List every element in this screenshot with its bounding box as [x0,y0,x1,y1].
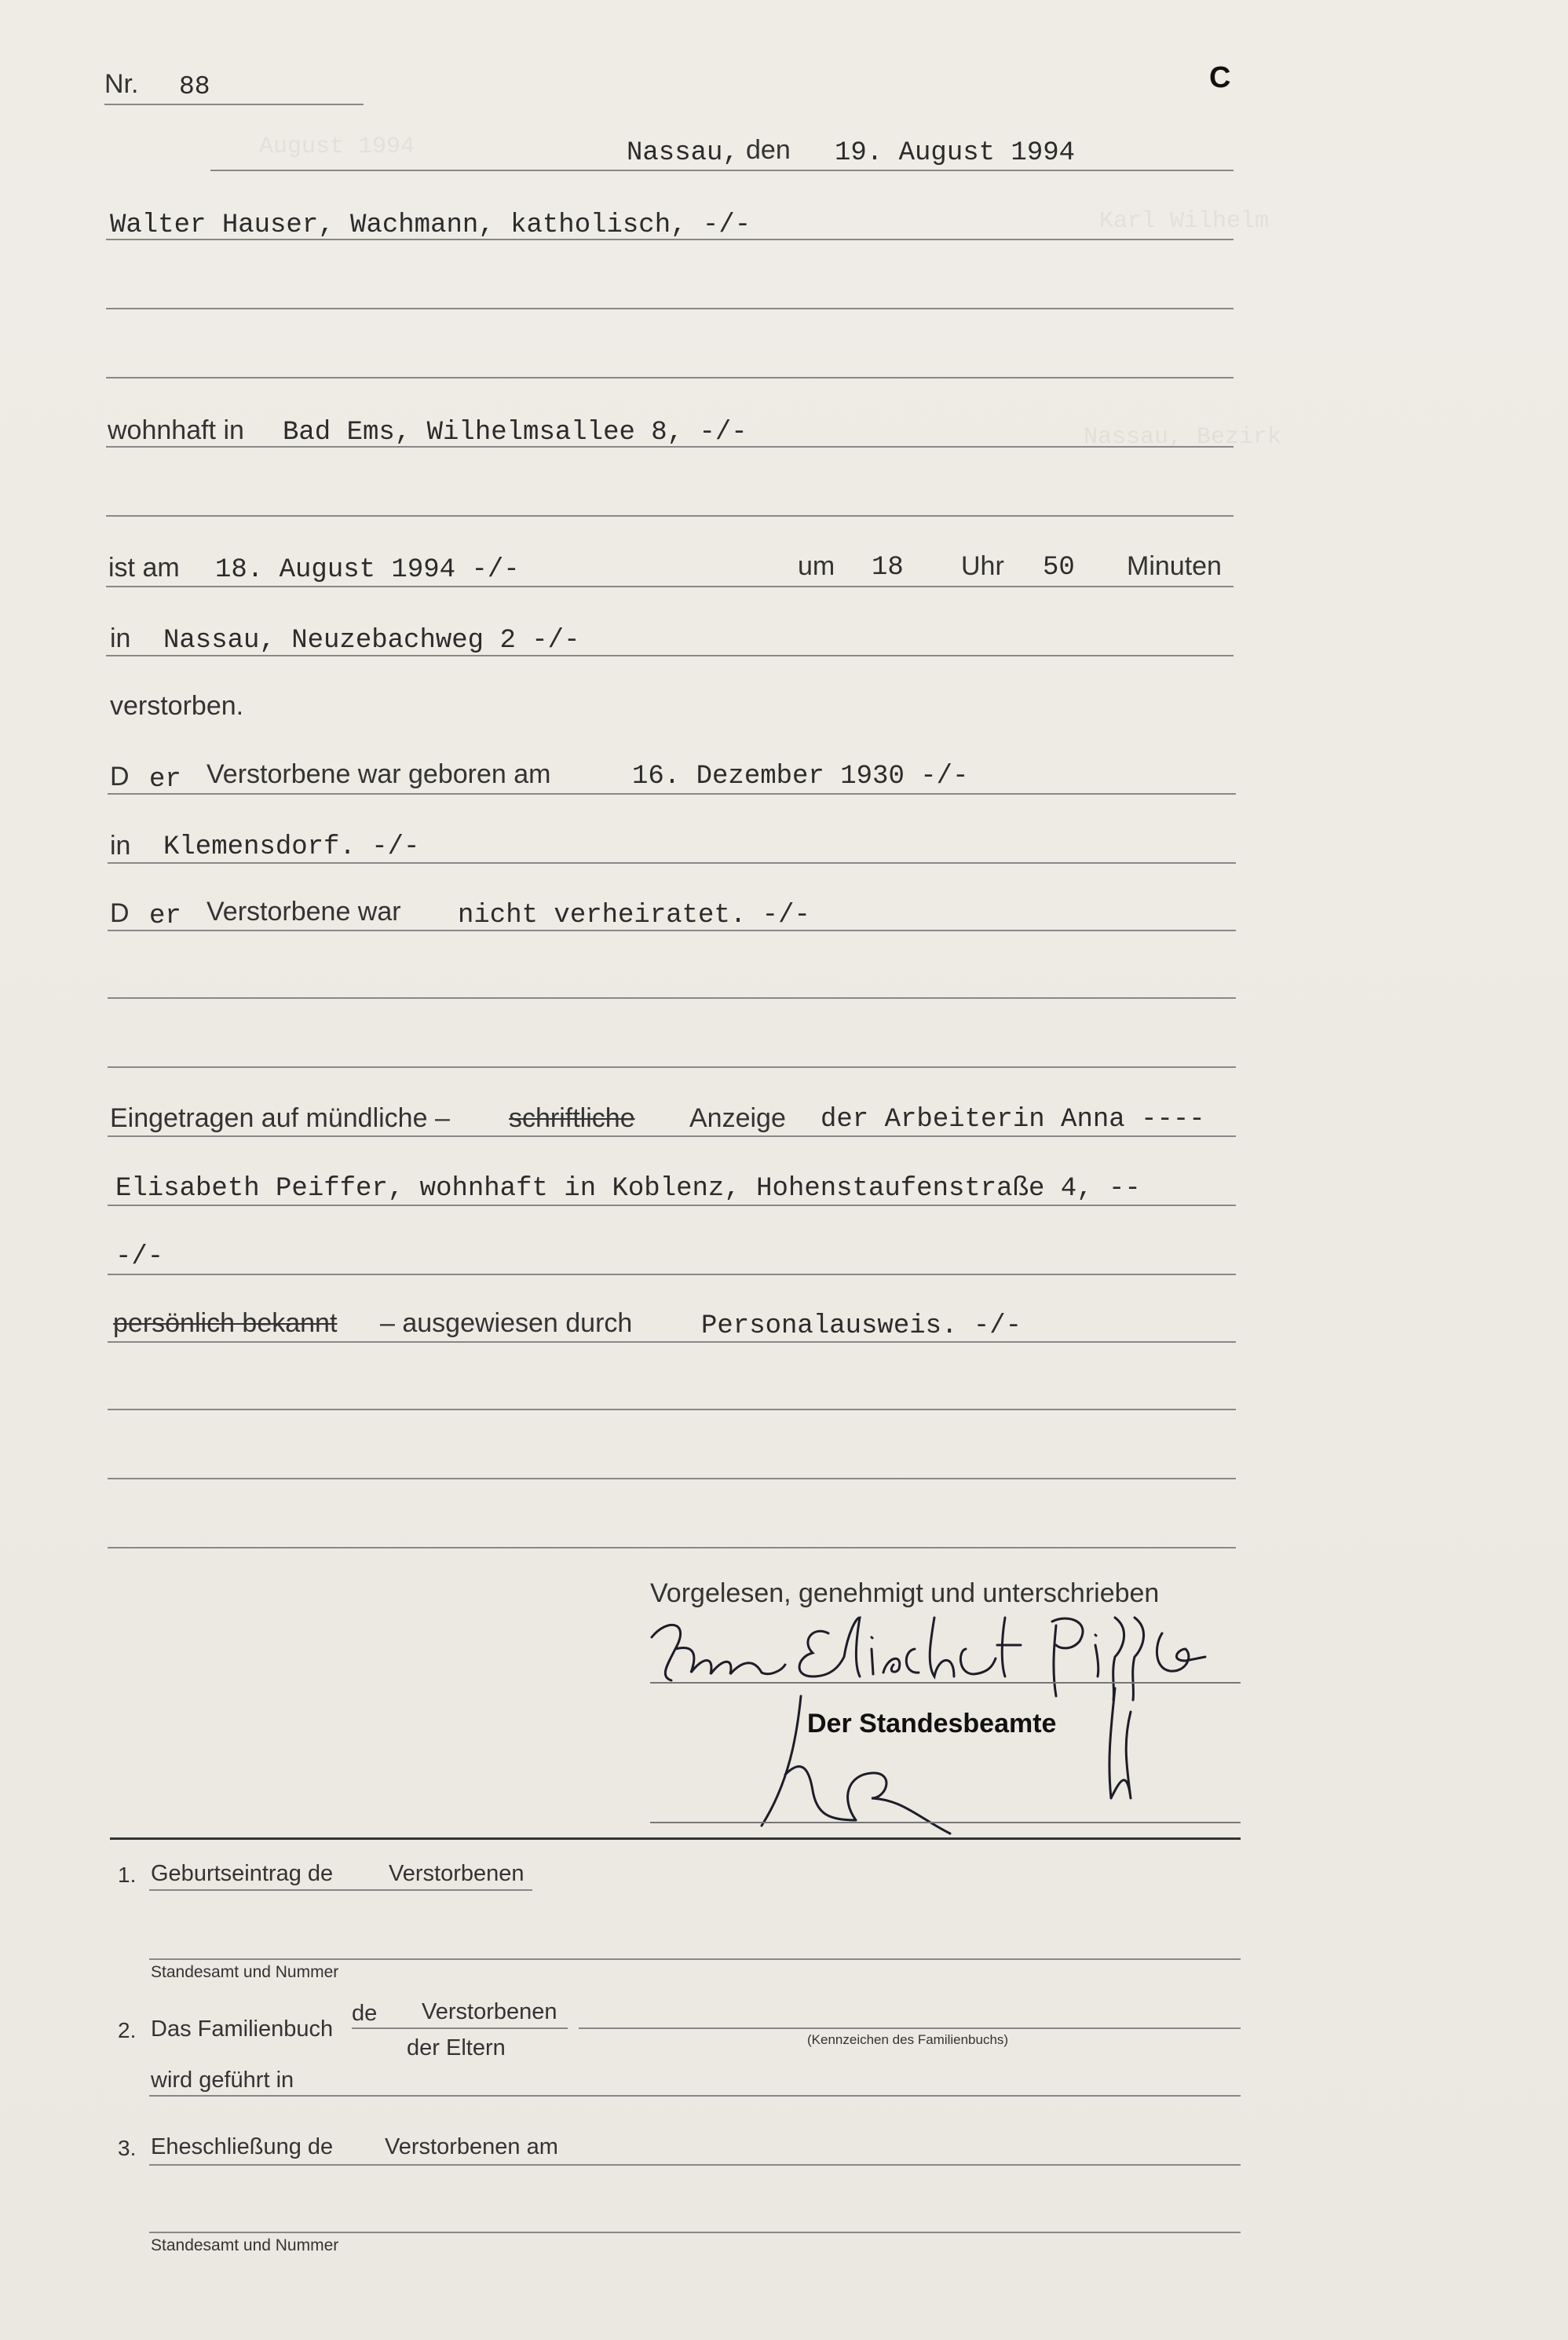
birth-label: Verstorbene war geboren am [207,759,551,789]
line [106,239,1234,240]
line [108,1547,1236,1548]
show-through-text: August 1994 [259,133,415,160]
line [108,1066,1236,1068]
wohnhaft-label: wohnhaft in [108,415,244,445]
line [149,1889,532,1891]
note-3-number: 3. [118,2136,137,2160]
line [108,1409,1236,1410]
line [108,930,1236,931]
line [579,2027,1241,2029]
record-date: 19. August 1994 [835,138,1076,168]
standesamt-nummer-caption: Standesamt und Nummer [151,2236,339,2254]
struck-schriftliche: schriftliche [509,1103,635,1133]
geburtseintrag-fill: Verstorbenen [389,1861,524,1886]
death-place: Nassau, Neuzebachweg 2 -/- [163,626,580,656]
official-signature [754,1680,1146,1837]
note-1-number: 1. [118,1863,137,1887]
eingetragen-label: Eingetragen auf mündliche – [110,1103,450,1133]
line [352,2027,568,2029]
familienbuch-label: Das Familienbuch [151,2016,334,2042]
id-document: Personalausweis. -/- [701,1311,1022,1341]
geburtseintrag-label: Geburtseintrag de [151,1861,334,1886]
standesamt-nummer-caption: Standesamt und Nummer [151,1963,339,1981]
line [108,1205,1236,1206]
line [108,1341,1236,1343]
nr-underline [104,104,364,105]
verstorben-label: verstorben. [110,691,244,721]
d-label: D [110,898,130,928]
um-label: um [798,551,835,581]
eheschliessung-label: Eheschließung de [151,2134,334,2159]
death-date: 18. August 1994 -/- [215,555,520,585]
line [108,1478,1236,1479]
eheschliessung-fill: Verstorbenen am [385,2134,558,2159]
nr-label: Nr. [104,69,139,99]
line [106,308,1234,309]
line [108,1274,1236,1275]
place-value: Nassau, [627,138,739,168]
deceased-name-line: Walter Hauser, Wachmann, katholisch, -/- [110,210,751,240]
er-fill: er [149,901,181,931]
death-hour: 18 [872,553,904,583]
line [106,655,1234,656]
line [108,862,1236,864]
nr-value: 88 [179,72,210,101]
corner-letter: C [1209,61,1231,94]
uhr-label: Uhr [961,551,1004,581]
minuten-label: Minuten [1127,551,1222,581]
d-label: D [110,762,130,792]
official-title: Der Standesbeamte [807,1709,1057,1739]
familienbuch-fill: Verstorbenen [422,1999,557,2024]
line [108,1135,1236,1137]
ausgewiesen-label: – ausgewiesen durch [380,1308,633,1338]
show-through-text: Karl Wilhelm [1099,208,1270,235]
gefuehrt-label: wird geführt in [151,2068,294,2093]
er-fill: er [149,765,181,795]
informant-line-2: Elisabeth Peiffer, wohnhaft in Koblenz, Hohenstaufenstraße 4, -- [115,1174,1141,1204]
eltern-label: der Eltern [407,2035,506,2060]
ist-am-label: ist am [108,553,180,583]
deceased-address: Bad Ems, Wilhelmsallee 8, -/- [283,418,747,448]
in-label: in [110,831,131,861]
birth-place: Klemensdorf. -/- [163,832,420,862]
in-label: in [110,623,131,653]
anzeige-label: Anzeige [689,1103,786,1133]
informant-line-1: der Arbeiterin Anna ---- [821,1105,1205,1135]
de-label: de [352,2001,378,2026]
kennzeichen-caption: (Kennzeichen des Familienbuchs) [807,2032,1009,2047]
note-2-number: 2. [118,2018,137,2042]
death-minutes: 50 [1043,553,1075,583]
show-through-text: Nassau, Bezirk [1084,424,1282,451]
marital-status: nicht verheiratet. -/- [458,901,810,931]
birth-date: 16. Dezember 1930 -/- [632,762,969,792]
marital-label: Verstorbene war [207,897,401,927]
read-approved-signed: Vorgelesen, genehmigt und unterschrieben [650,1578,1160,1608]
line [108,997,1236,999]
line [149,2095,1241,2097]
line [106,586,1234,587]
official-signature-line [650,1822,1241,1823]
line [106,446,1234,448]
line [149,2164,1241,2166]
section-divider [110,1837,1241,1840]
den-label: den [746,135,791,165]
informant-line-3: -/- [115,1242,164,1272]
struck-persoenlich-bekannt: persönlich bekannt [113,1308,338,1338]
line [149,1958,1241,1960]
line [106,377,1234,378]
line [108,793,1236,795]
line [149,2232,1241,2233]
date-underline [210,170,1234,171]
line [106,515,1234,517]
